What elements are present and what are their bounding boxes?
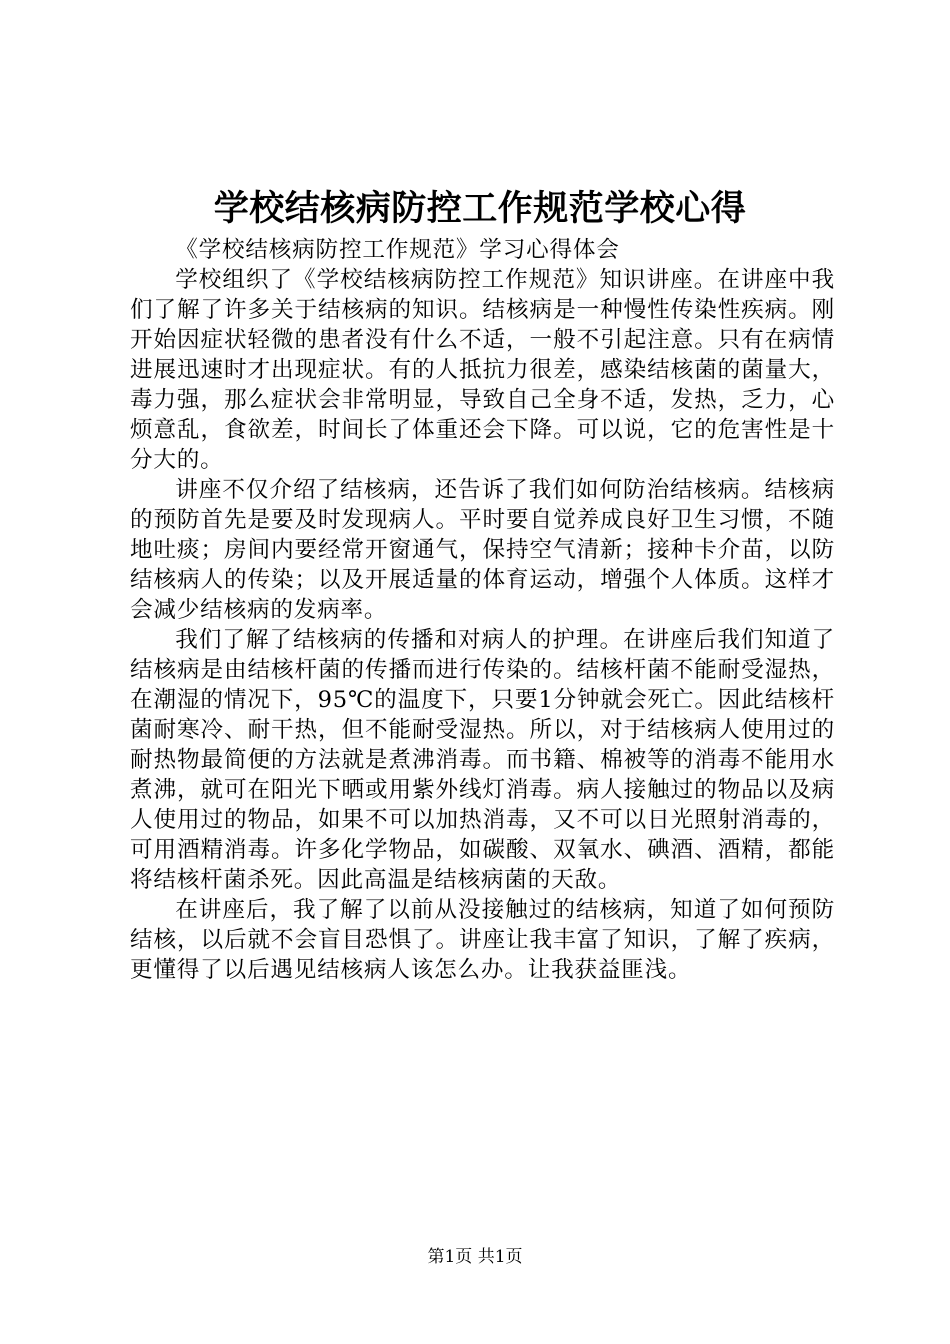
body-paragraph: 学校组织了《学校结核病防控工作规范》知识讲座。在讲座中我们了解了许多关于结核病的知识。结核病是一种慢性传染性疾病。刚开始因症状轻微的患者没有什么不适，一般不引起注意。只有在病情进展迅速时才出现症状。有的人抵抗力很差，感染结核菌的菌量大，毒力强，那么症状会非常明显，导致自己全身不适，发热，乏力，心烦意乱，食欲差，时间长了体重还会下降。可以说，它的危害性是十分大的。 bbox=[130, 267, 835, 473]
page-footer: 第1页 共1页 bbox=[427, 1247, 523, 1267]
document-title: 学校结核病防控工作规范学校心得 bbox=[213, 188, 747, 229]
body-paragraph: 讲座不仅介绍了结核病，还告诉了我们如何防治结核病。结核病的预防首先是要及时发现病人。平时要自觉养成良好卫生习惯，不随地吐痰；房间内要经常开窗通气，保持空气清新；接种卡介苗，以防结核病人的传染；以及开展适量的体育运动，增强个人体质。这样才会减少结核病的发病率。 bbox=[130, 477, 835, 623]
subtitle-paragraph: 《学校结核病防控工作规范》学习心得体会 bbox=[175, 237, 620, 263]
document-body bbox=[130, 235, 835, 985]
body-paragraph: 在讲座后，我了解了以前从没接触过的结核病，知道了如何预防结核，以后就不会盲目恐惧了。讲座让我丰富了知识，了解了疾病，更懂得了以后遇见结核病人该怎么办。让我获益匪浅。 bbox=[130, 897, 835, 983]
body-paragraph: 我们了解了结核病的传播和对病人的护理。在讲座后我们知道了结核病是由结核杆菌的传播而进行传染的。结核杆菌不能耐受湿热，在潮湿的情况下，95℃的温度下，只要1分钟就会死亡。因此结核杆菌耐寒冷、耐干热，但不能耐受湿热。所以，对于结核病人使用过的耐热物最简便的方法就是煮沸消毒。而书籍、棉被等的消毒不能用水煮沸，就可在阳光下晒或用紫外线灯消毒。病人接触过的物品以及病人使用过的物品，如果不可以加热消毒，又不可以日光照射消毒的，可用酒精消毒。许多化学物品，如碳酸、双氧水、碘酒、酒精，都能将结核杆菌杀死。因此高温是结核病菌的天敌。 bbox=[130, 627, 835, 893]
